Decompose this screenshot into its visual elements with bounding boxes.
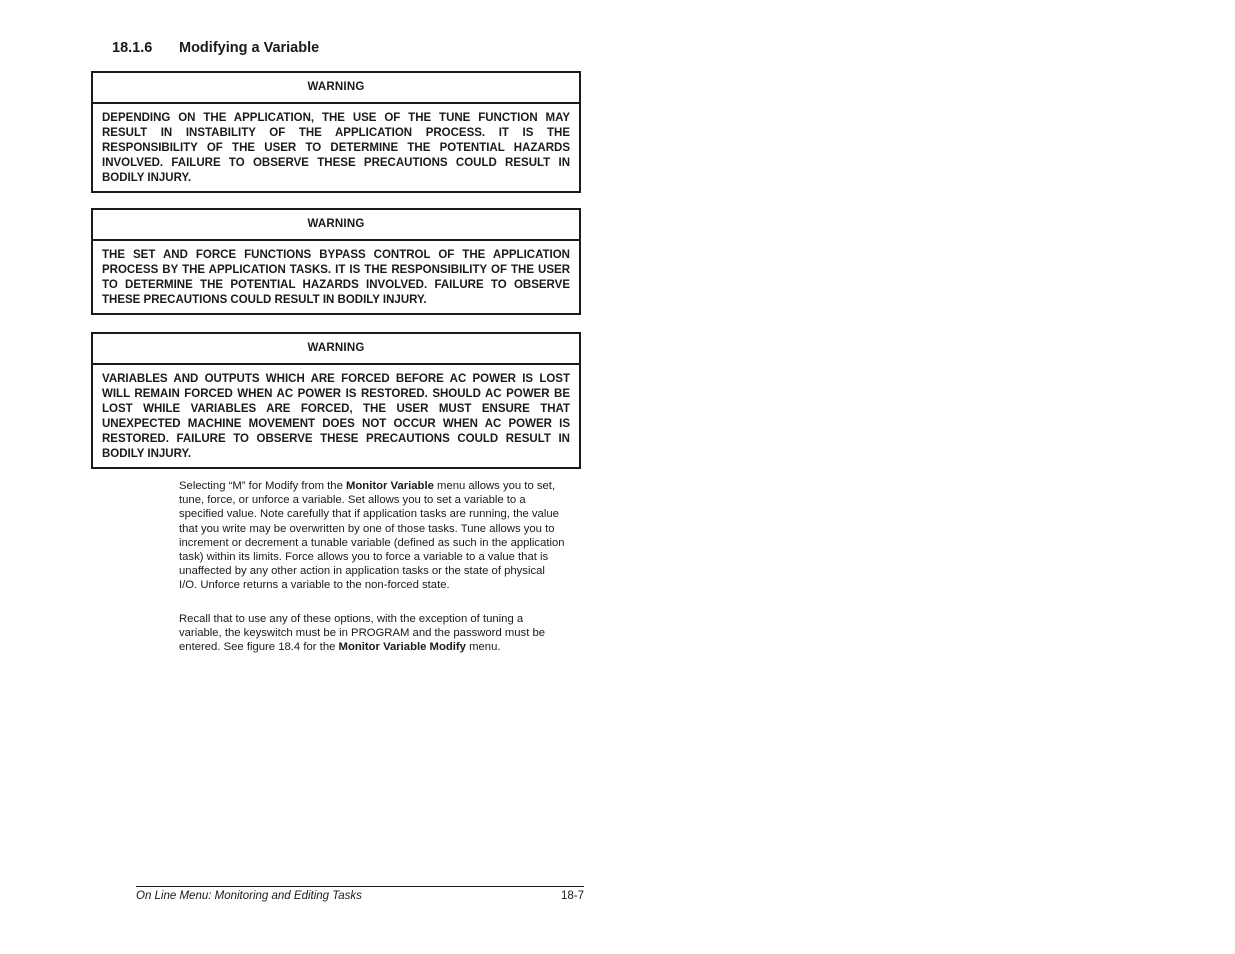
section-title: Modifying a Variable	[179, 40, 320, 56]
paragraph-text: menu allows you to set, tune, force, or unforce a variable. Set allows you to set a variable to a specified value. Note carefully that if application tasks are running, the value that you write may be overwritten by one of those tasks. Tune allows you to increment or decrement a tunable variable (defined as such in the application task) within its limits. Force allows you to force a variable to a value that is unaffected by any other action in application tasks or the state of physical I/O. Unforce returns a variable to the non-forced state.	[179, 480, 565, 592]
warning-text: DEPENDING ON THE APPLICATION, THE USE OF THE TUNE FUNCTION MAY RESULT IN INSTABILITY OF THE APPLICATION PROCESS. IT IS THE RESPONSIBILITY OF THE USER TO DETERMINE THE POTENTIAL HAZARDS INVOLVED. FAILURE TO OBSERVE THESE PRECAUTIONS COULD RESULT IN BODILY INJURY.	[102, 112, 570, 184]
warning-title: WARNING	[93, 210, 579, 241]
section-heading	[112, 40, 319, 56]
paragraph-text: Recall that to use any of these options, with the exception of tuning a variable, the keyswitch must be in PROGRAM and the password must be entered. See figure 18.4 for the	[179, 613, 546, 654]
menu-name-monitor-variable: Monitor Variable	[346, 480, 434, 492]
section-number: 18.1.6	[112, 40, 153, 56]
paragraph-text: menu.	[465, 641, 501, 654]
page-number: 18-7	[560, 890, 584, 902]
paragraph-keyswitch-note	[179, 612, 565, 655]
paragraph-text: Selecting “M” for Modify from the	[179, 480, 346, 492]
footer-divider	[136, 886, 584, 887]
warning-title: WARNING	[93, 73, 579, 104]
warning-box-set-force	[91, 208, 581, 315]
warning-text: THE SET AND FORCE FUNCTIONS BYPASS CONTROL OF THE APPLICATION PROCESS BY THE APPLICATION TASKS. IT IS THE RESPONSIBILITY OF THE USER TO DETERMINE THE POTENTIAL HAZARDS INVOLVED. FAILURE TO OBSERVE THESE PRECAUTIONS COULD RESULT IN BODILY INJURY.	[102, 249, 570, 306]
warning-title: WARNING	[93, 334, 579, 365]
warning-box-tune	[91, 71, 581, 193]
menu-name-monitor-variable-modify: Monitor Variable Modify	[338, 641, 466, 654]
warning-box-ac-power	[91, 332, 581, 469]
footer-chapter-title: On Line Menu: Monitoring and Editing Tasks	[136, 890, 362, 902]
paragraph-modify-options	[179, 479, 565, 593]
warning-text: VARIABLES AND OUTPUTS WHICH ARE FORCED BEFORE AC POWER IS LOST WILL REMAIN FORCED WHEN AC POWER IS RESTORED. SHOULD AC POWER BE LOST WHILE VARIABLES ARE FORCED, THE USER MUST ENSURE THAT UNEXPECTED MACHINE MOVEMENT DOES NOT OCCUR WHEN AC POWER IS RESTORED. FAILURE TO OBSERVE THESE PRECAUTIONS COULD RESULT IN BODILY INJURY.	[102, 373, 570, 460]
